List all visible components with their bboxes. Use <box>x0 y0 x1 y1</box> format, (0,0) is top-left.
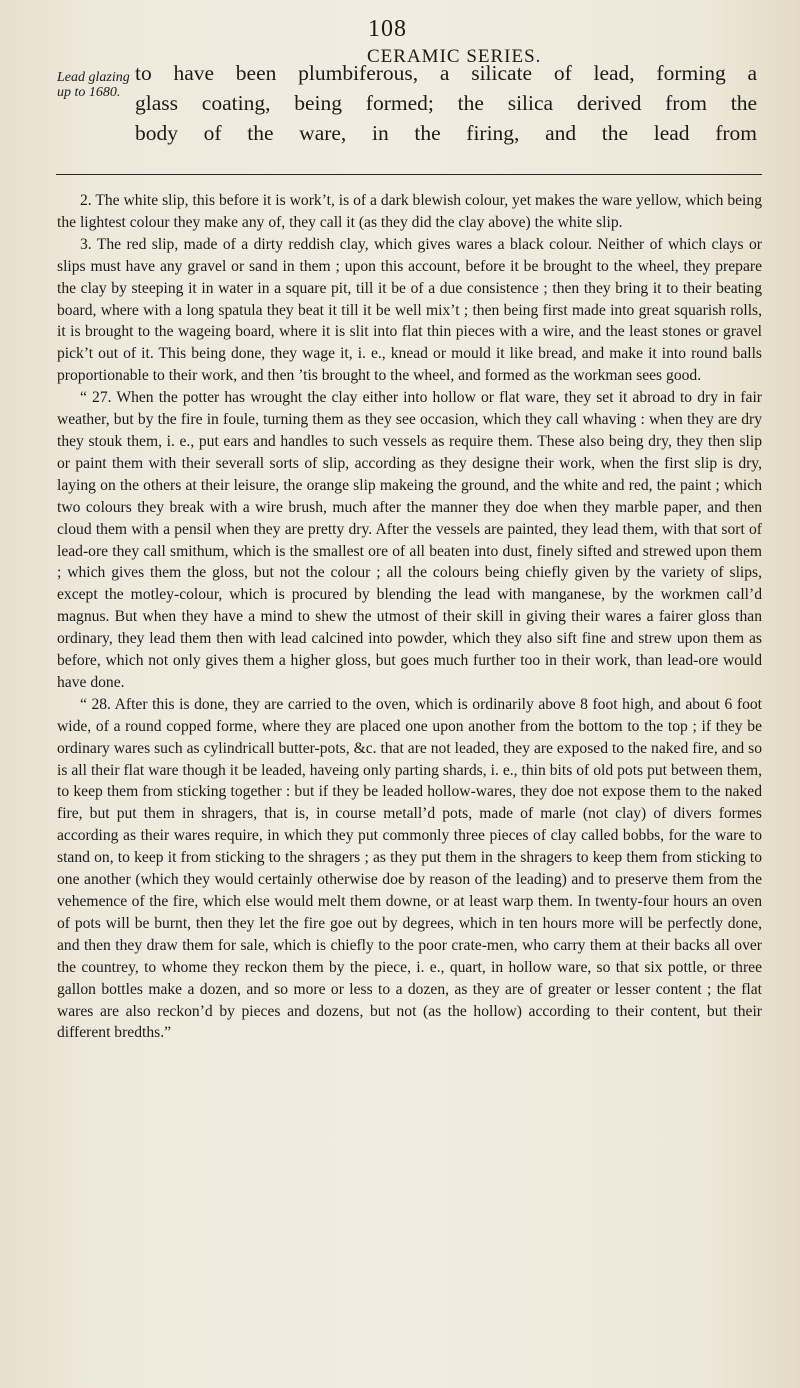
footnote-paragraph: “ 28. After this is done, they are carried to the oven, which is ordinarily above 8 foot high, and about 6 foot wide, of a round copped forme, where they are placed one upon another from the bottom to the top ; if they be ordinary wares such as cylindricall butter-pots, &c. that are not leaded, they are exposed to the naked fire, and so is all their flat ware though it be leaded, haveing only parting shards, i. e., thin bits of old pots put between them, to keep them from sticking together : but if they be leaded hollow-wares, they doe not expose them to the naked fire, but put them in shragers, that is, in course metall’d pots, made of marle (not clay) of divers formes according as their wares require, in which they put commonly three pieces of clay called bobbs, for the ware to stand on, to keep it from sticking to the shragers ; as they put them in the shragers to keep them from sticking to one another (which they would certainly otherwise doe by reason of the leading) and to preserve them from the vehemence of the fire, which else would melt them downe, or at least warp them. In twenty-four hours an oven of pots will be burnt, then they let the fire goe out by degrees, which in ten hours more will be perfectly done, and then they draw them for sale, which is chiefly to the poor crate-men, who carry them at their backs all over the countrey, to whome they reckon them by the piece, i. e., quart, in hollow ware, so that six pottle, or three gallon bottles make a dozen, and so more or less to a dozen, as they are of greater or lesser content ; the flat wares are also reckon’d by pieces and dozens, but not (as the hollow) according to their content, but their different bredths.” <box>57 695 762 1042</box>
footnote-paragraph: 3. The red slip, made of a dirty reddish clay, which gives wares a black colour. Neither of which clays or slips must have any gravel or sand in them ; upon this account, before it be brought to the wheel, they prepare the clay by steeping it in water in a square pit, till it be of a due consistence ; then they bring it to their beating board, where with a long spatula they beat it till it be well mix’t ; then being first made into great squarish rolls, it is brought to the wageing board, where it is slit into flat thin pieces with a wire, and the least stones or gravel pick’t out of it. This being done, they wage it, i. e., knead or mould it like bread, and make it into round balls proportionable to their work, and then ’tis brought to the wheel, and formed as the workman sees good. <box>57 235 762 385</box>
footnote-paragraph: 2. The white slip, this before it is work’t, is of a dark blewish colour, yet makes the ware yellow, which being the lightest colour they make any of, they call it (as they did the clay above) the white slip. <box>57 192 762 231</box>
main-text <box>135 58 757 148</box>
running-head: CERAMIC SERIES. <box>367 46 542 67</box>
footnote-rule <box>56 174 762 175</box>
page-number: 108 <box>368 16 407 42</box>
footnote-paragraph: “ 27. When the potter has wrought the clay either into hollow or flat ware, they set it abroad to dry in fair weather, but by the fire in foule, turning them as they see occasion, which they call whaving : when they are dry they stouk them, i. e., put ears and handles to such vessels as require them. These also being dry, they then slip or paint them with their severall sorts of slip, according as they designe their work, when the first slip is dry, laying on the others at their leisure, the orange slip makeing the ground, and the white and red, the paint ; which two colours they break with a wire brush, much after the manner they doe when they marble paper, and then cloud them with a pensil when they are pretty dry. After the vessels are painted, they lead them, with that sort of lead-ore they call smithum, which is the smallest ore of all beaten into dust, finely sifted and strewed upon them ; which gives them the gloss, but not the colour ; all the colours being chiefly given by the variety of slips, except the motley-colour, which is procured by blending the lead with manganese, by the workmen call’d magnus. But when they have a mind to shew the utmost of their skill in giving their wares a fairer gloss than ordinary, they lead them then with lead calcined into powder, which they also sift fine and strew upon them as before, which not only gives them a higher gloss, but goes much further too in their work, than lead-ore would have done. <box>57 389 762 691</box>
footnotes <box>57 190 762 1044</box>
main-text-line: glass coating, being formed; the silica derived from the <box>135 91 757 115</box>
margin-note: Lead glazing up to 1680. <box>57 70 130 100</box>
main-text-line: body of the ware, in the firing, and the lead from <box>135 121 757 145</box>
main-text-line: to have been plumbiferous, a silicate of lead, forming a <box>135 61 757 85</box>
